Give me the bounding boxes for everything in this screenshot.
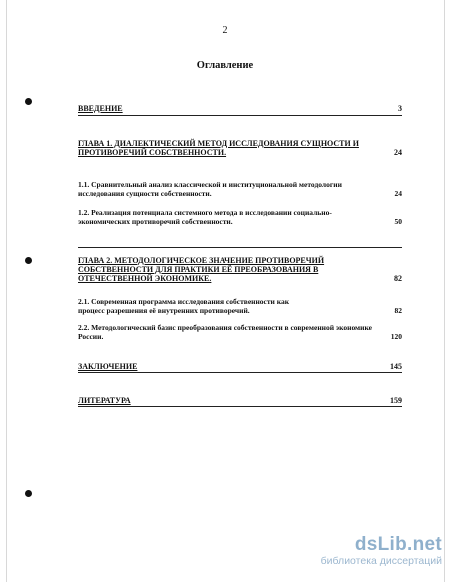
toc-entry-page: 145	[390, 362, 402, 371]
page-edge-left	[6, 0, 7, 582]
binder-hole-mark	[25, 98, 32, 105]
toc-entry-chapter-2[interactable]	[78, 256, 402, 283]
toc-entry-text: 2.2. Методологический базис преобразования собственности в современной экономике России.	[78, 323, 372, 341]
binder-hole-mark	[25, 257, 32, 264]
watermark-subtitle: библиотека диссертаций	[320, 555, 442, 567]
toc-entry-page: 24	[394, 148, 402, 157]
toc-entry-section-2-1[interactable]	[78, 297, 402, 315]
toc-entry-text: 1.2. Реализация потенциала системного метода в исследовании социально-экономических противоречий собственности.	[78, 208, 332, 226]
rule-line	[78, 247, 402, 248]
toc-entry-references[interactable]	[78, 396, 402, 405]
toc-entry-text: ГЛАВА 1. ДИАЛЕКТИЧЕСКИЙ МЕТОД ИССЛЕДОВАНИЯ СУЩНОСТИ И ПРОТИВОРЕЧИЙ СОБСТВЕННОСТИ.	[78, 139, 359, 157]
page-edge-right	[444, 0, 445, 582]
toc-entry-text: ЗАКЛЮЧЕНИЕ	[78, 362, 138, 371]
toc-entry-text: ЛИТЕРАТУРА	[78, 396, 131, 405]
toc-entry-page: 120	[390, 332, 402, 341]
toc-entry-page: 82	[394, 274, 402, 283]
toc-entry-text: ГЛАВА 2. МЕТОДОЛОГИЧЕСКОЕ ЗНАЧЕНИЕ ПРОТИВОРЕЧИЙ СОБСТВЕННОСТИ ДЛЯ ПРАКТИКИ ЕЁ ПРЕОБРАЗОВАНИЯ В ОТЕЧЕСТВЕННОЙ ЭКОНОМИКЕ.	[78, 256, 325, 283]
toc-entry-section-1-2[interactable]	[78, 208, 402, 226]
toc-entry-chapter-1[interactable]	[78, 139, 402, 157]
rule-line	[78, 115, 402, 116]
toc-entry-page: 24	[394, 189, 402, 198]
toc-entry-page: 159	[390, 396, 402, 405]
watermark	[321, 534, 442, 567]
watermark-logo: dsLib.net	[354, 534, 442, 555]
rule-line	[78, 372, 402, 373]
toc-entry-text: ВВЕДЕНИЕ	[78, 104, 123, 113]
toc-entry-text: 1.1. Сравнительный анализ классической и институциональной методологии исследования сущности собственности.	[78, 180, 342, 198]
binder-hole-mark	[25, 490, 32, 497]
page-title: Оглавление	[196, 60, 254, 71]
toc-entry-section-2-2[interactable]	[78, 323, 402, 341]
toc-entry-intro[interactable]	[78, 104, 402, 113]
toc-entry-page: 3	[398, 104, 402, 113]
toc-entry-section-1-1[interactable]	[78, 180, 402, 198]
toc-entry-text: 2.1. Современная программа исследования собственности как процесс разрешения её внутренних противоречий.	[78, 297, 290, 315]
toc-entry-page: 50	[394, 217, 402, 226]
toc-entry-conclusion[interactable]	[78, 362, 402, 371]
rule-line	[78, 406, 402, 407]
page-number: 2	[222, 25, 228, 36]
toc-entry-page: 82	[394, 306, 402, 315]
